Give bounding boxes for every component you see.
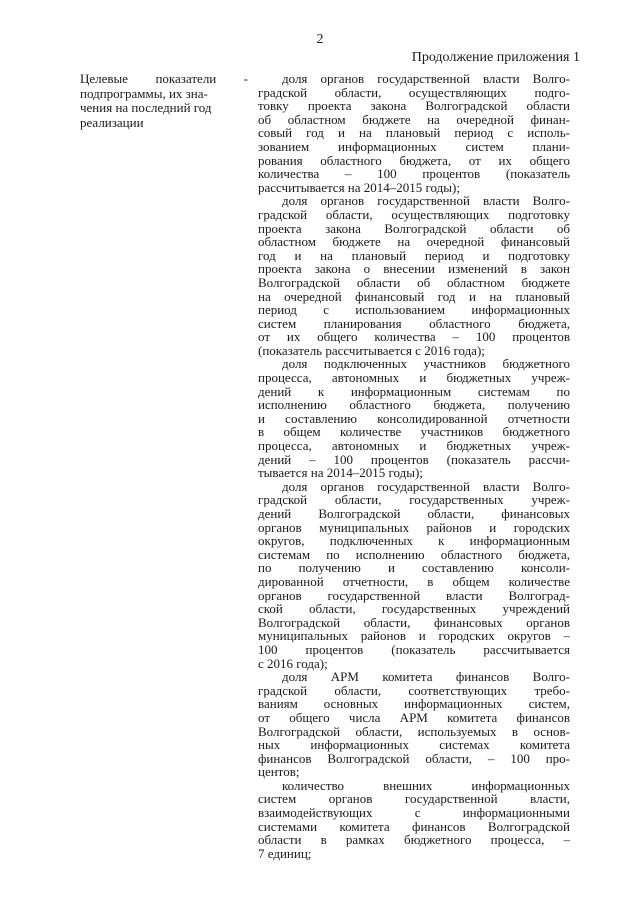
- paragraph-line: количества – 100 процентов (показатель: [258, 166, 570, 182]
- indicator-paragraph: [258, 779, 570, 861]
- paragraph-line: округов, подключенных к информационным: [258, 533, 570, 549]
- indicator-paragraph: [258, 194, 570, 357]
- paragraph-line: рования областного бюджета, от их общего: [258, 152, 570, 168]
- paragraph-line: Волгоградской области об областном бюджете: [258, 274, 570, 290]
- paragraph-line: центов;: [258, 764, 300, 780]
- paragraph-line: области в рамках бюджетного процесса, –: [258, 832, 570, 848]
- paragraph-line: ных информационных системах комитета: [258, 737, 570, 753]
- paragraph-line: ваниям основных информационных систем,: [258, 696, 570, 712]
- paragraph-line: дений Волгоградской области, финансовых: [258, 506, 570, 521]
- paragraph-line: год и на плановый период и подготовку: [258, 247, 570, 263]
- paragraph-line: в общем количестве участников бюджетного: [258, 424, 570, 440]
- paragraph-line: доля подключенных участников бюджетного: [282, 356, 570, 372]
- paragraph-line: процесса, автономных и бюджетных учреж-: [258, 438, 570, 454]
- paragraph-line: дений к информационным системам по: [258, 383, 570, 399]
- paragraph-line: доля АРМ комитета финансов Волго-: [282, 669, 570, 685]
- paragraph-line: градской области, осуществляющих подго-: [258, 84, 570, 100]
- paragraph-line: исполнению областного бюджета, получению: [258, 397, 570, 413]
- paragraph-line: период с использованием информационных: [258, 302, 570, 318]
- paragraph-line: (показатель рассчитывается с 2016 года);: [258, 342, 485, 358]
- paragraph-line: органов государственной власти Волгоград-: [258, 587, 570, 603]
- paragraph-line: дений – 100 процентов (показатель рассчи-: [258, 451, 570, 467]
- paragraph-line: 7 единиц;: [258, 845, 312, 861]
- paragraph-line: дированной отчетности, в общем количестве: [258, 573, 570, 589]
- paragraph-line: Волгоградской области, используемых в основ-: [258, 723, 570, 739]
- paragraph-line: доля органов государственной власти Волго-: [282, 478, 570, 494]
- paragraph-line: градской области, государственных учреж-: [258, 492, 570, 508]
- paragraph-line: областном бюджете на очередной финансовый: [258, 234, 570, 250]
- paragraph-line: доля органов государственной власти Волго-: [282, 71, 570, 86]
- paragraph-line: тывается на 2014–2015 годы);: [258, 465, 423, 481]
- paragraph-line: и составлению консолидированной отчетности: [258, 410, 570, 426]
- paragraph-line: проекта закона Волгоградской области об: [258, 220, 570, 236]
- paragraph-line: доля органов государственной власти Волго-: [282, 193, 570, 209]
- paragraph-line: товку проекта закона Волгоградской области: [258, 98, 570, 114]
- paragraph-line: муниципальных районов и городских округов –: [258, 628, 570, 644]
- paragraph-line: проекта закона о внесении изменений в закон: [258, 261, 570, 277]
- paragraph-line: от их общего количества – 100 процентов: [258, 329, 570, 345]
- paragraph-line: по получению и составлению консоли-: [258, 560, 570, 576]
- label-line: чения на последний год: [80, 100, 212, 115]
- paragraph-line: системам по исполнению областного бюджета,: [258, 546, 570, 562]
- paragraph-line: органов муниципальных районов и городских: [258, 519, 570, 535]
- paragraph-line: совый год и на плановый период с исполь-: [258, 125, 570, 141]
- indicator-paragraph: [258, 357, 570, 479]
- paragraph-line: об областном бюджете на очередной финан-: [258, 111, 570, 127]
- paragraph-line: градской области, осуществляющих подготовку: [258, 206, 570, 222]
- paragraph-line: градской области, соответствующих требо-: [258, 682, 570, 698]
- indicator-paragraph: [258, 670, 570, 779]
- paragraph-line: процесса, автономных и бюджетных учреж-: [258, 370, 570, 386]
- paragraph-line: Волгоградской области, финансовых органов: [258, 614, 570, 630]
- indicator-paragraph: [258, 72, 570, 194]
- page-number: 2: [316, 32, 324, 47]
- paragraph-line: систем планирования областного бюджета,: [258, 315, 570, 331]
- appendix-continuation-note: Продолжение приложения 1: [411, 50, 580, 65]
- label-line: подпрограммы, их зна-: [80, 85, 208, 101]
- paragraph-line: ской области, государственных учреждений: [258, 601, 570, 617]
- paragraph-line: систем органов государственной власти,: [258, 791, 570, 807]
- paragraph-line: зованием информационных систем плани-: [258, 138, 570, 154]
- paragraph-line: количество внешних информационных: [282, 777, 570, 793]
- paragraph-line: финансов Волгоградской области, – 100 про-: [258, 750, 570, 766]
- paragraph-line: 100 процентов (показатель рассчитывается: [258, 641, 570, 657]
- target-indicators-label: [80, 72, 248, 130]
- indicator-paragraph: [258, 480, 570, 670]
- label-line: реализации: [80, 114, 144, 130]
- paragraph-line: с 2016 года);: [258, 655, 328, 671]
- paragraph-line: системами комитета финансов Волгоградской: [258, 818, 570, 834]
- paragraph-line: от общего числа АРМ комитета финансов: [258, 709, 570, 725]
- target-indicators-values: [258, 72, 570, 860]
- paragraph-line: взаимодействующих с информационными: [258, 805, 570, 821]
- paragraph-line: на очередной финансовый год и на плановый: [258, 288, 570, 304]
- paragraph-line: рассчитывается на 2014–2015 годы);: [258, 179, 460, 195]
- label-line: Целевые показатели -: [80, 71, 248, 86]
